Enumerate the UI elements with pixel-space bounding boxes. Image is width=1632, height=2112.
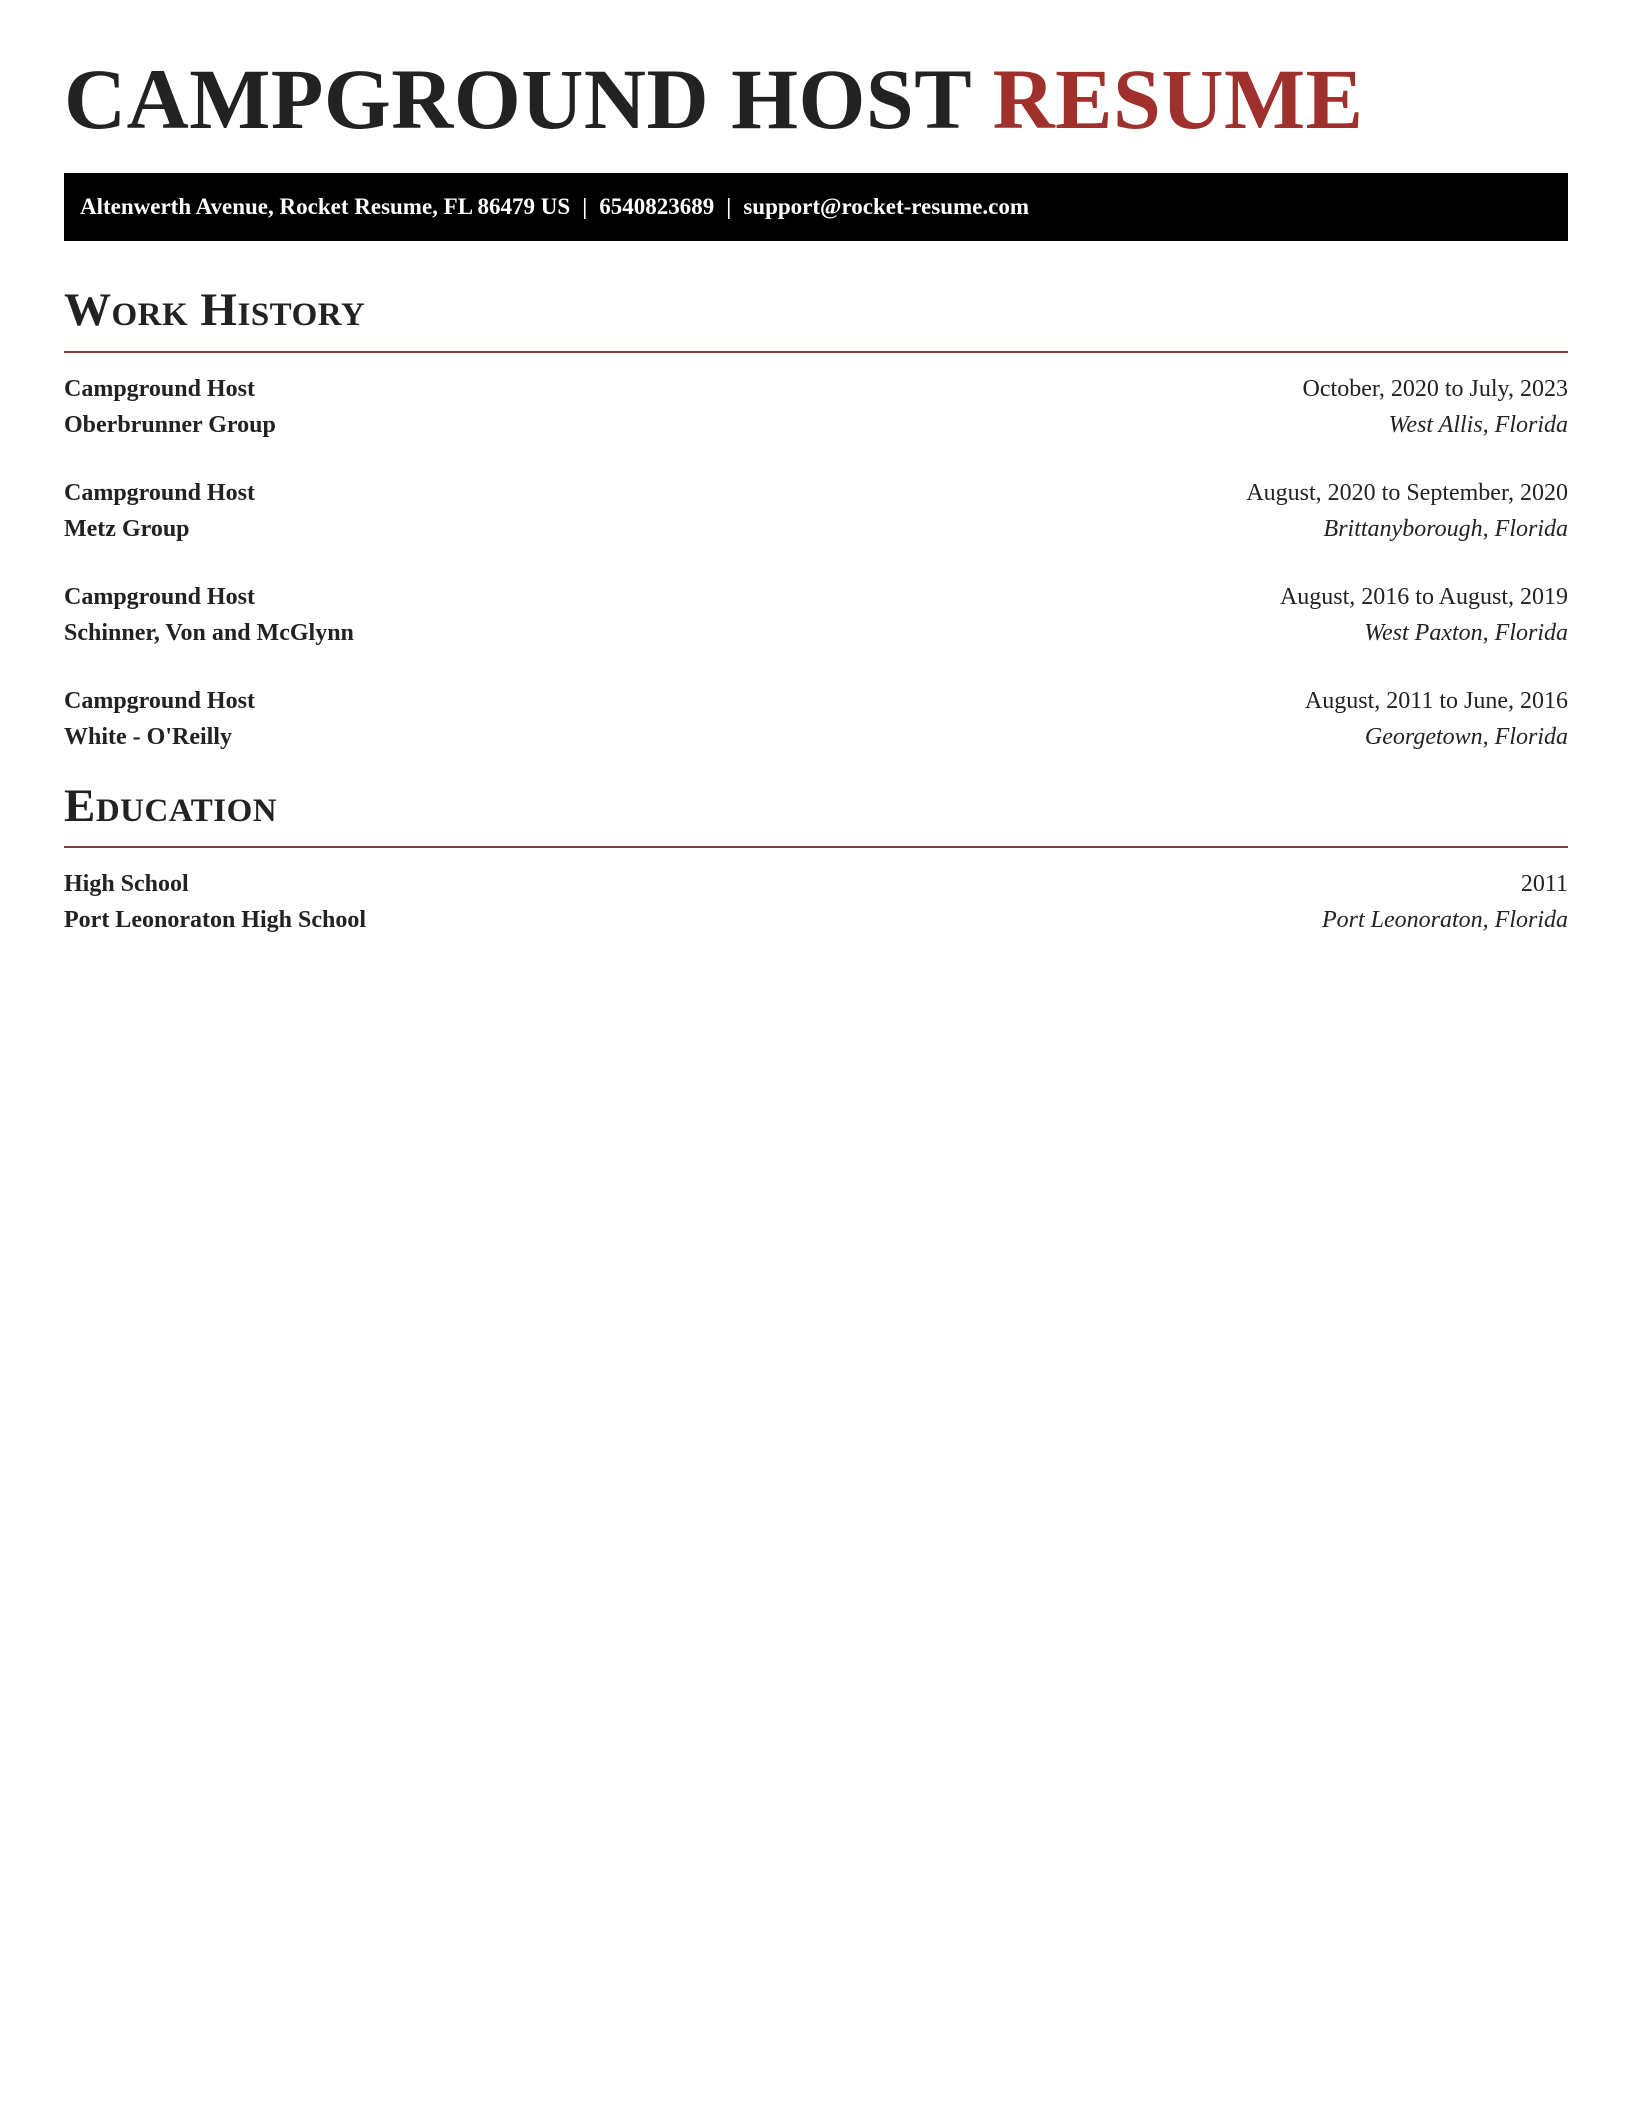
work-history-section — [64, 285, 1568, 755]
company-name: White - O'Reilly — [64, 723, 232, 750]
job-dates: August, 2016 to August, 2019 — [1279, 583, 1568, 610]
title-accent: RESUME — [992, 51, 1364, 147]
job-location: West Allis, Florida — [1388, 411, 1568, 438]
entry-row — [64, 407, 1568, 443]
work-entry — [64, 579, 1568, 651]
entry-row — [64, 683, 1568, 719]
contact-email[interactable]: support@rocket-resume.com — [743, 193, 1029, 219]
section-divider — [64, 846, 1568, 848]
section-divider — [64, 351, 1568, 353]
work-entry — [64, 683, 1568, 755]
job-dates: August, 2020 to September, 2020 — [1246, 479, 1568, 506]
company-name: Schinner, Von and McGlynn — [64, 619, 354, 646]
entry-row — [64, 615, 1568, 651]
work-history-heading: Work History — [64, 283, 366, 336]
company-name: Oberbrunner Group — [64, 411, 276, 438]
entry-row — [64, 475, 1568, 511]
education-section — [64, 781, 1568, 939]
job-title: Campground Host — [64, 687, 255, 714]
education-entry — [64, 866, 1568, 938]
contact-bar — [64, 173, 1568, 241]
job-title: Campground Host — [64, 583, 255, 610]
education-heading: Education — [64, 779, 278, 832]
contact-address: Altenwerth Avenue, Rocket Resume, FL 86479 US — [80, 193, 571, 219]
job-title: Campground Host — [64, 479, 255, 506]
entry-row — [64, 511, 1568, 547]
resume-title — [64, 50, 1568, 149]
entry-row — [64, 579, 1568, 615]
work-entry — [64, 371, 1568, 443]
job-location: Georgetown, Florida — [1364, 723, 1568, 750]
job-dates: October, 2020 to July, 2023 — [1302, 375, 1568, 402]
entry-row — [64, 371, 1568, 407]
job-title: Campground Host — [64, 375, 255, 402]
graduation-year: 2011 — [1520, 871, 1568, 898]
contact-separator: | — [582, 193, 588, 219]
work-entry — [64, 475, 1568, 547]
degree-name: High School — [64, 871, 189, 898]
entry-row — [64, 719, 1568, 755]
school-name: Port Leonoraton High School — [64, 907, 367, 934]
entry-row — [64, 902, 1568, 938]
entry-row — [64, 866, 1568, 902]
job-location: West Paxton, Florida — [1364, 619, 1568, 646]
contact-phone[interactable]: 6540823689 — [599, 193, 715, 219]
job-dates: August, 2011 to June, 2016 — [1304, 687, 1568, 714]
title-main: CAMPGROUND HOST — [64, 51, 971, 147]
school-location: Port Leonoraton, Florida — [1321, 907, 1568, 934]
job-location: Brittanyborough, Florida — [1323, 515, 1568, 542]
contact-separator: | — [726, 193, 732, 219]
company-name: Metz Group — [64, 515, 190, 542]
